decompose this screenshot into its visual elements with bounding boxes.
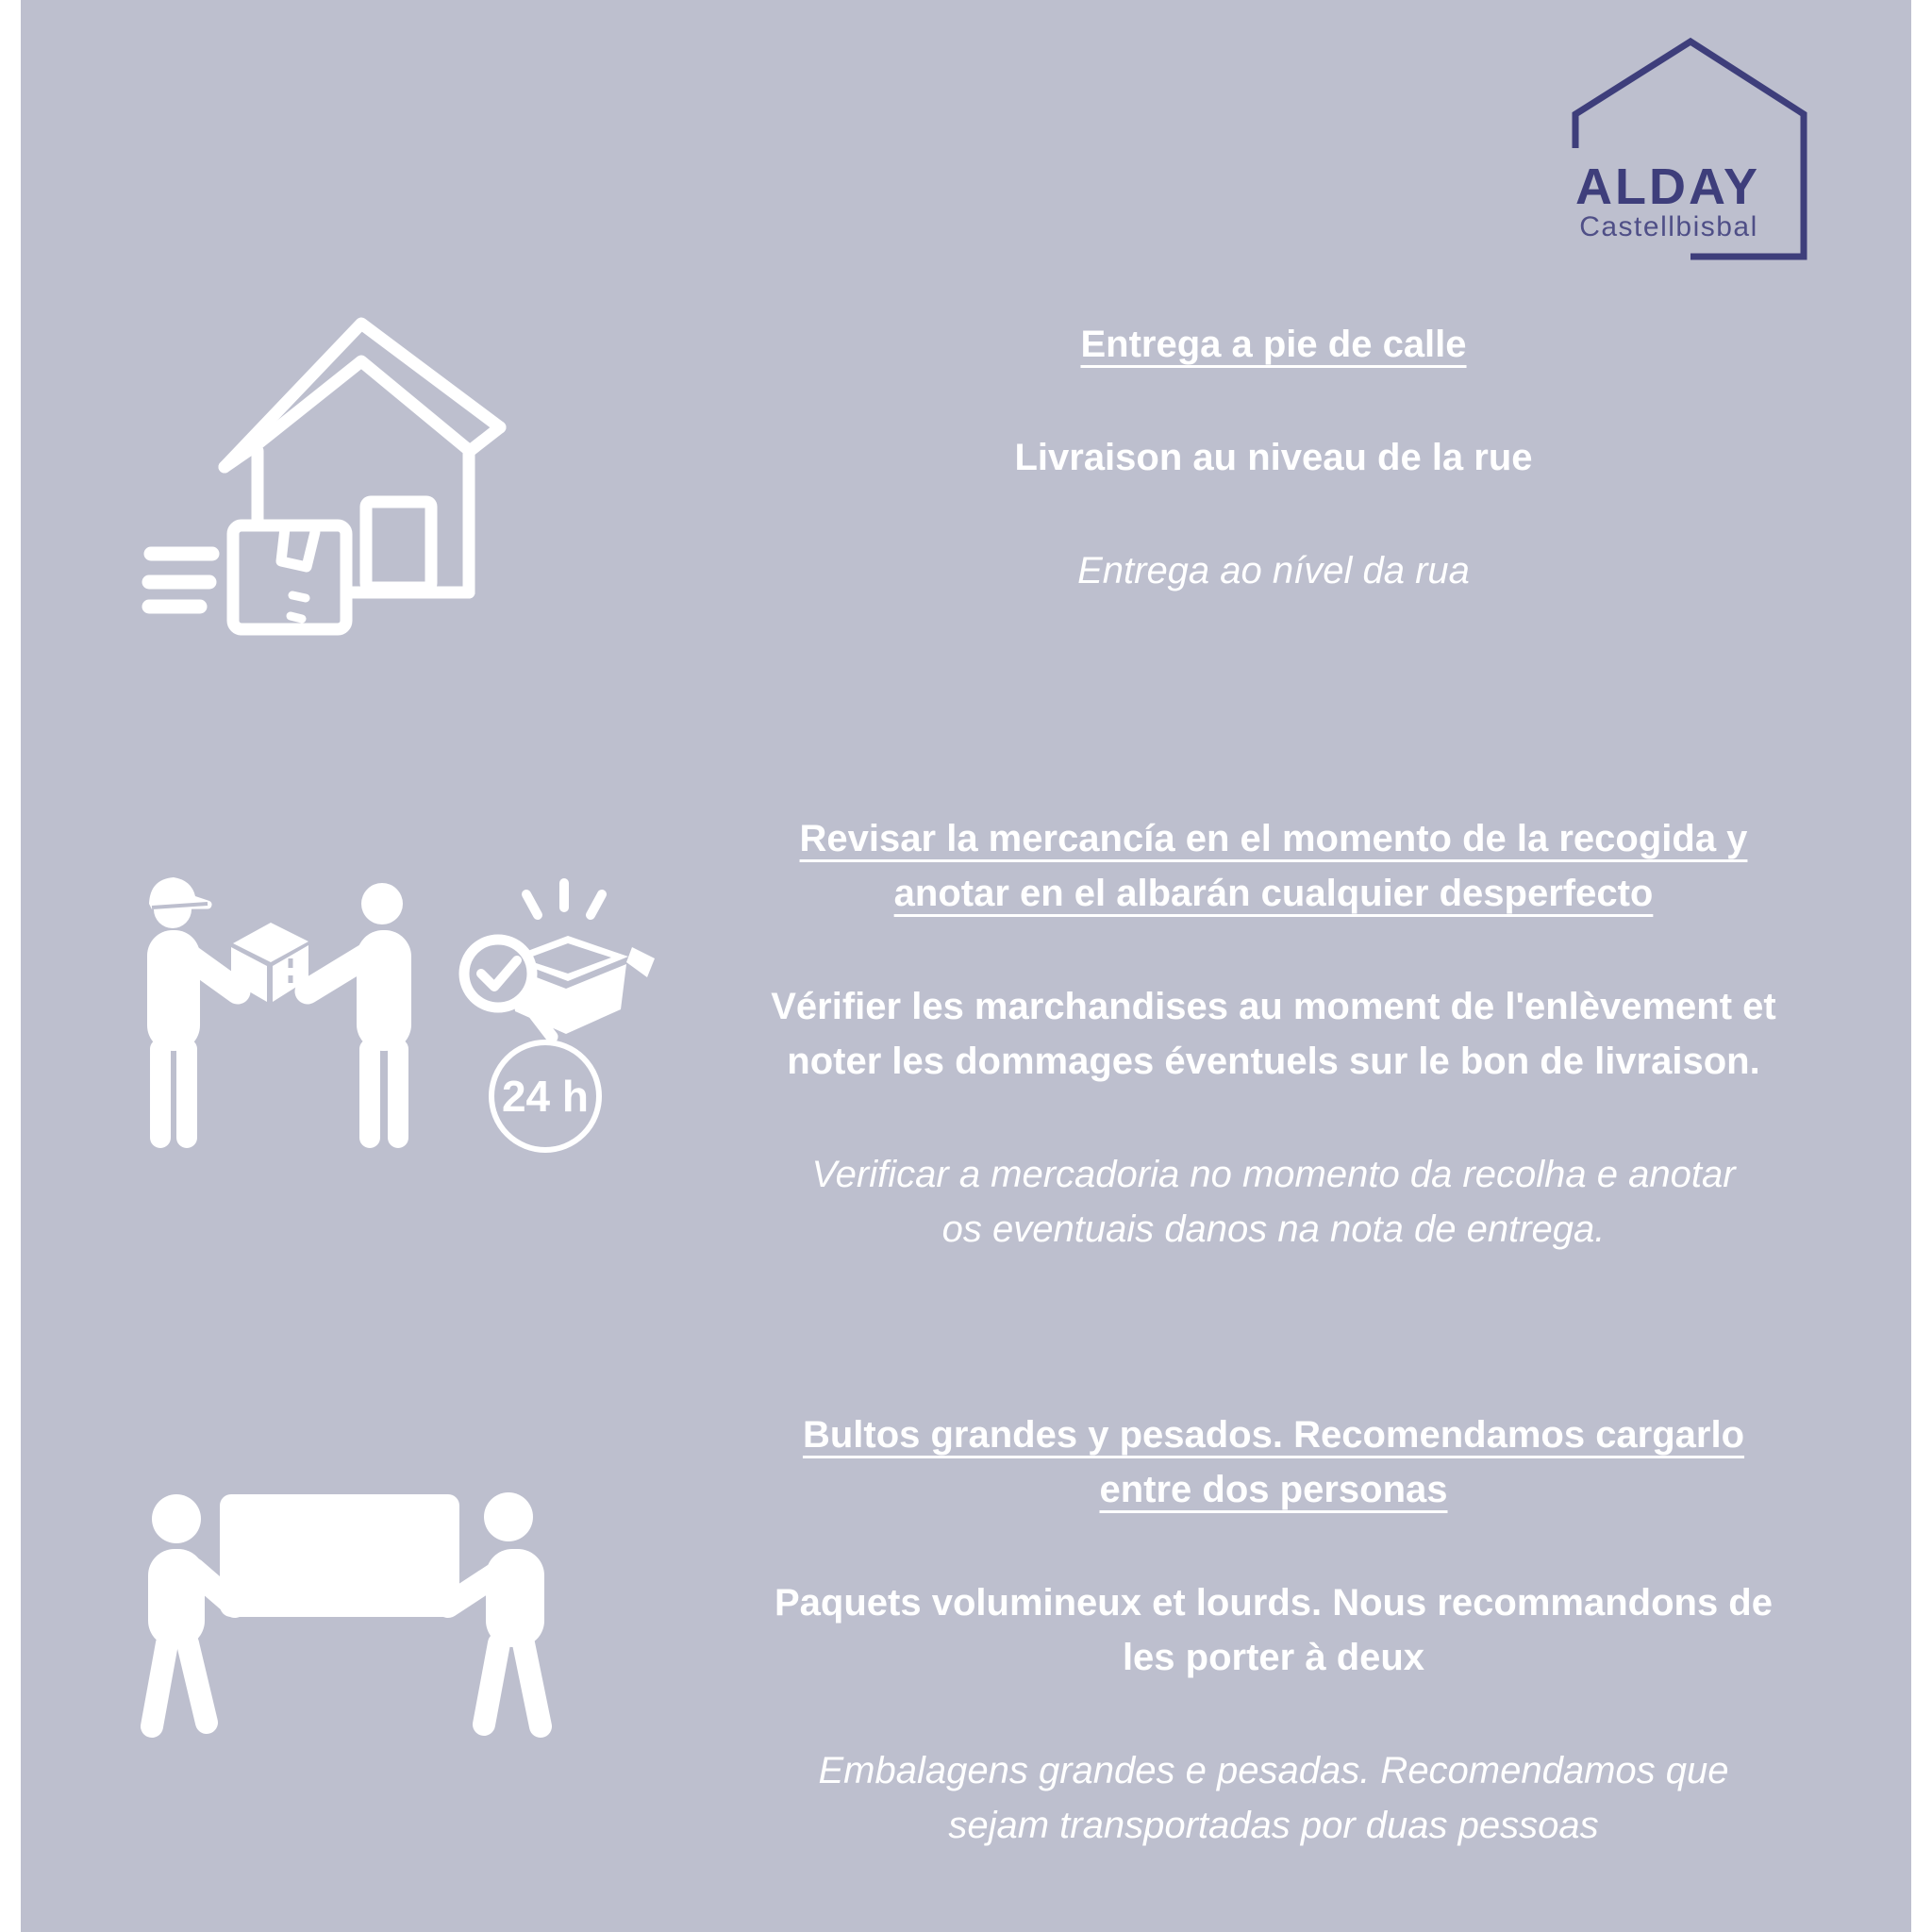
badge-24h [491,1042,599,1150]
badge-24h-label: 24 h [501,1072,590,1121]
text-fr-line: noter les dommages éventuels sur le bon de livraison. [787,1041,1760,1082]
text-es-line: entre dos personas [1099,1469,1448,1510]
logo-location: Castellbisbal [1579,211,1758,242]
poster-background [21,0,1911,1932]
text-pt-line: Verificar a mercadoria no momento da recolha e anotar [811,1154,1736,1195]
heavy-packages-fr [703,1575,1844,1685]
delivery-handoff-icon [147,877,411,1138]
inspection-es [703,811,1844,921]
text-es-line: anotar en el albarán cualquier desperfecto [893,873,1654,914]
text-es-line: Bultos grandes y pesados. Recomendamos cargarlo [802,1414,1745,1456]
package-inspection-icon [132,868,670,1181]
brand-logo [1558,24,1823,261]
text-es-line: Entrega a pie de calle [1080,324,1467,365]
text-pt-line: os eventuais danos na nota de entrega. [941,1208,1606,1250]
inspection-fr [703,979,1844,1089]
open-box-check-icon [464,883,655,1037]
text-fr-line: Livraison au niveau de la rue [1014,437,1533,478]
heavy-packages-es [703,1407,1844,1517]
text-es-line: Revisar la mercancía en el momento de la recogida y [799,818,1748,859]
heavy-packages-pt [703,1743,1844,1853]
section-inspection-text [703,811,1844,1257]
street-delivery-fr [703,430,1844,485]
house-delivery-icon [142,316,528,656]
text-pt-line: sejam transportadas por duas pessoas [948,1805,1599,1846]
text-pt-line: Embalagens grandes e pesadas. Recomendamos que [818,1750,1729,1791]
section-heavy-packages-text [703,1407,1844,1853]
text-pt-line: Entrega ao nível da rua [1077,550,1470,591]
street-delivery-es [703,317,1844,372]
text-fr-line: les porter à deux [1122,1637,1425,1678]
street-delivery-pt [703,543,1844,598]
inspection-pt [703,1147,1844,1257]
text-fr-line: Vérifier les marchandises au moment de l'enlèvement et [771,986,1776,1027]
text-fr-line: Paquets volumineux et lourds. Nous recommandons de [774,1582,1773,1624]
two-person-carry-icon [118,1491,580,1764]
section-street-delivery-text [703,317,1844,598]
logo-brand-name: ALDAY [1574,158,1761,215]
